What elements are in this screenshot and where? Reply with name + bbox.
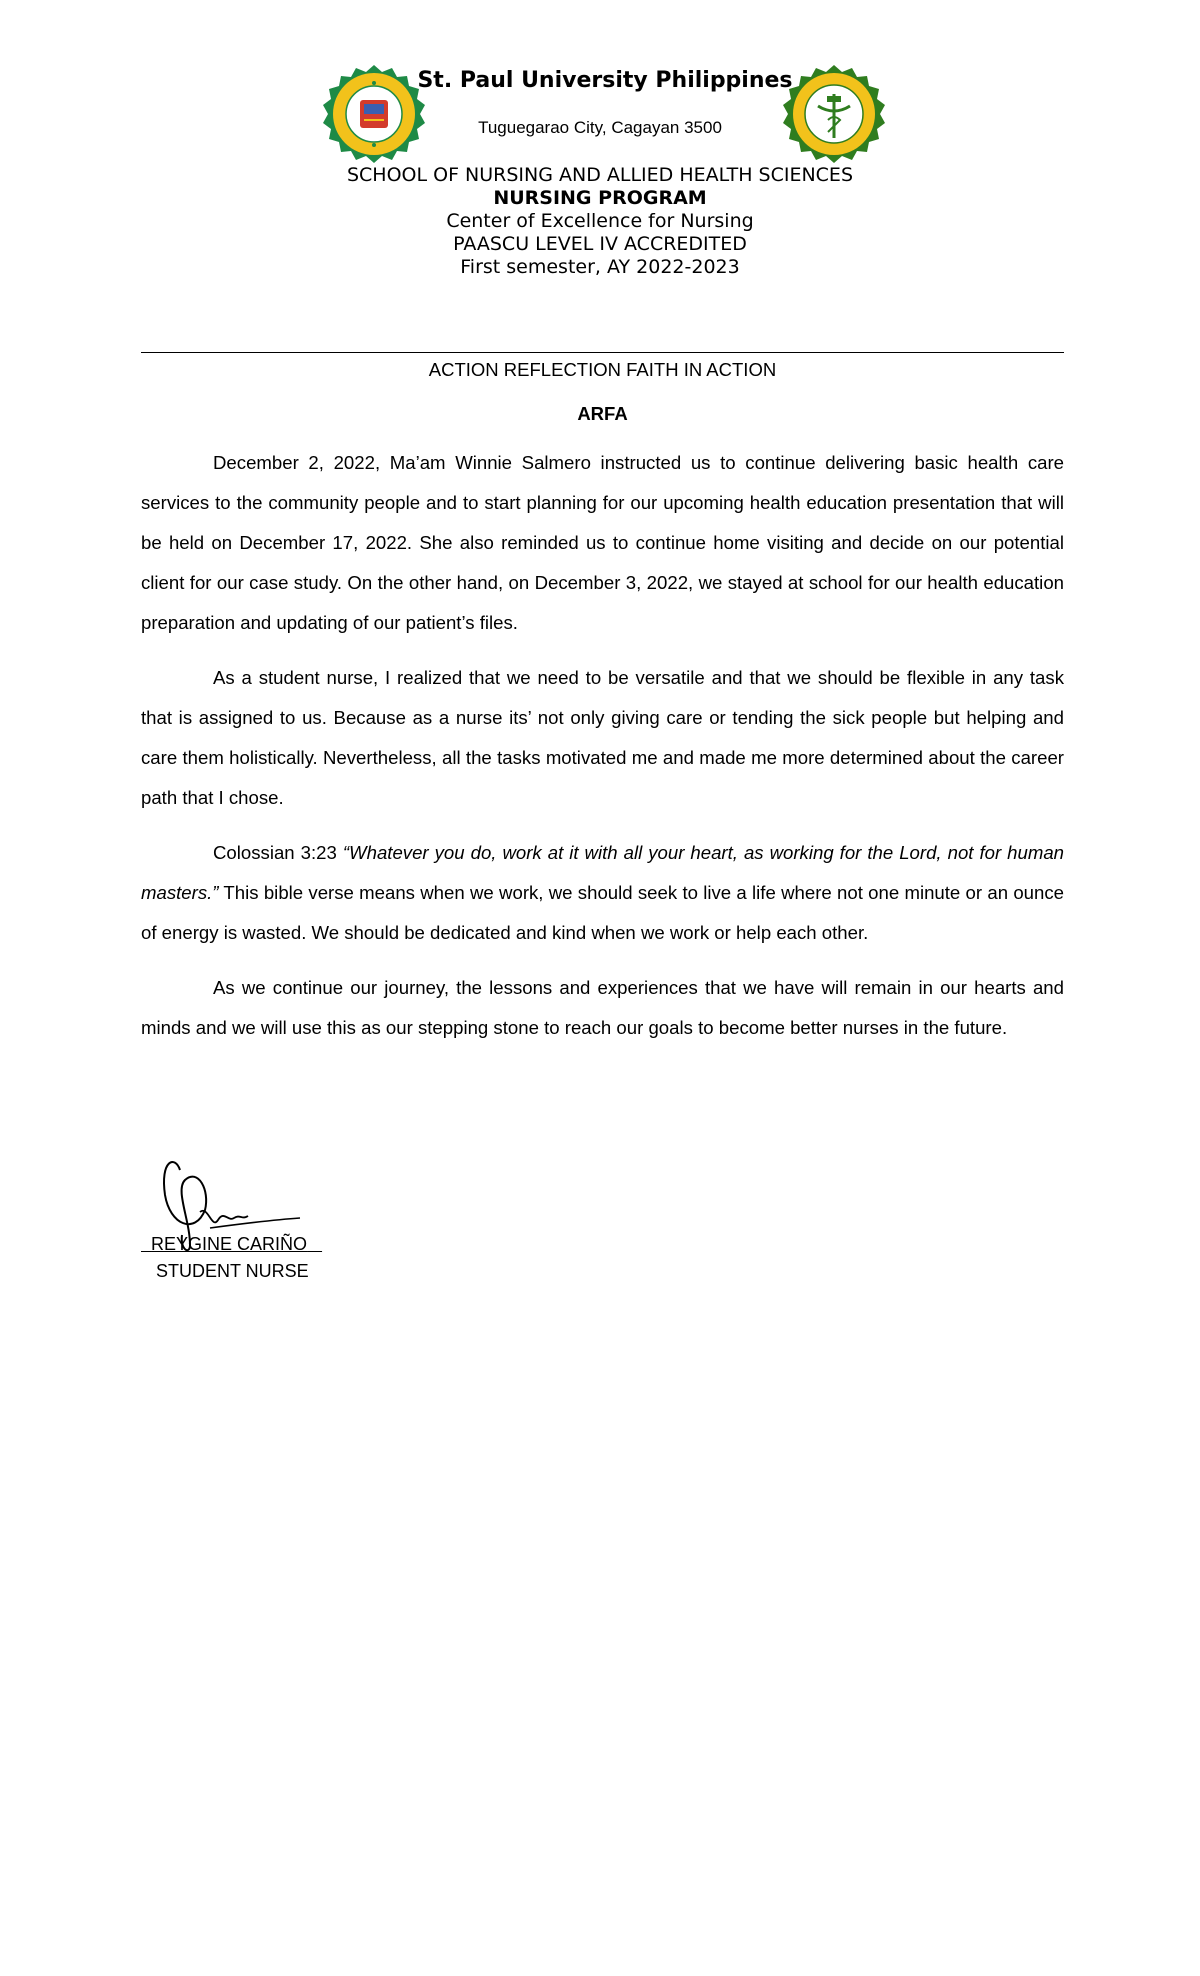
university-address: Tuguegarao City, Cagayan 3500: [478, 118, 722, 137]
reflection-body: [141, 443, 1064, 1063]
signature-line: [141, 1234, 322, 1254]
paragraph-2: As a student nurse, I realized that we need to be versatile and that we should be flexible in any task that is assigned to us. Because as a nurse its’ not only giving care or tending the sick people but helping and care them holistically. Nevertheless, all the tasks motivated me and made me more determined about the career path that I chose.: [141, 667, 1064, 808]
letterhead-lines: [240, 164, 960, 279]
verse-reflection: This bible verse means when we work, we should seek to live a life where not one minute or an ounce of energy is wasted. We should be dedicated and kind when we work or help each other.: [141, 882, 1064, 943]
document-subtitle: ARFA: [577, 403, 628, 424]
verse-reference: Colossian 3:23: [213, 842, 343, 863]
school-name: SCHOOL OF NURSING AND ALLIED HEALTH SCIENCES: [346, 164, 854, 186]
paragraph-1: December 2, 2022, Ma’am Winnie Salmero instructed us to continue delivering basic health care services to the community people and to start planning for our upcoming health education presentation that will be held on December 17, 2022. She also reminded us to continue home visiting and decide on our potential client for our case study. On the other hand, on December 3, 2022, we stayed at school for our health education preparation and updating of our patient’s files.: [141, 452, 1064, 633]
paragraph-closing: As we continue our journey, the lessons and experiences that we have will remain in our hearts and minds and we will use this as our stepping stone to reach our goals to become better nurses in the future.: [141, 977, 1064, 1038]
distinction-line: Center of Excellence for Nursing: [446, 210, 754, 232]
program-name: NURSING PROGRAM: [493, 187, 707, 209]
paragraph-verse: [141, 833, 1064, 953]
header-divider: [141, 352, 1064, 353]
verse-quote: “Whatever you do, work at it with all your heart, as working for the Lord, not for human masters.”: [141, 842, 1065, 903]
signatory-name: [141, 1233, 331, 1255]
document-title: ACTION REFLECTION FAITH IN ACTION: [428, 359, 777, 380]
university-name: St. Paul University Philippines: [417, 68, 793, 93]
signatory-name-text: REYGINE CARIÑO: [151, 1234, 308, 1254]
signatory-role: STUDENT NURSE: [156, 1261, 309, 1281]
accreditation-line: PAASCU LEVEL IV ACCREDITED: [453, 233, 747, 255]
term-line: First semester, AY 2022-2023: [460, 256, 740, 278]
